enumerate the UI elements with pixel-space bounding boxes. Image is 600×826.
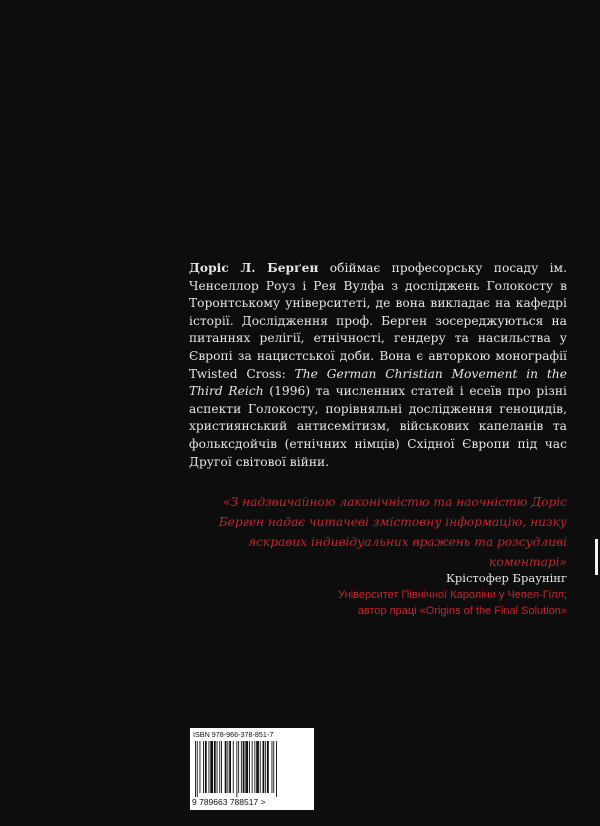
- bio-text-part-1: обіймає професорську посаду ім. Ченселлор Роуз і Рея Вулфа з досліджень Голокосту в Торонтському університеті, де вона викладає на кафедрі історії. Дослідження проф. Берген зосереджуються на питаннях релігії, етнічності, гендеру та насильства у Європі за нацистської доби. Вона є авторкою монографії Twisted Cross:: [189, 261, 567, 381]
- review-quote: «З надзвичайною лаконічністю та наочністю Доріс Берген надає читачеві змістовну інформацію, низку яскравих індивідуальних вражень та розсудливі коментарі»: [218, 495, 567, 569]
- barcode-graphic: [194, 741, 308, 797]
- isbn-label: ISBN 978-966-378-851-7: [193, 730, 274, 739]
- isbn-barcode-panel: [190, 728, 314, 810]
- edge-marker: [595, 539, 598, 575]
- bio-text-part-2: (1996) та численних статей і есеїв про різні аспекти Голокосту, порівняльні дослідження геноцидів, християнський антисемітизм, військових капеланів та фолькcдойчів (етнічних німців) Східної Європи під час Другої світової війни.: [189, 384, 568, 469]
- quote-author-affiliation: Університет Північної Кароліни у Чепел-Гілл;: [338, 589, 567, 601]
- author-bio: [189, 260, 567, 471]
- book-title: The German Christian Movement in the Third Reich: [189, 366, 567, 399]
- quote-author-name: Крістофер Браунінг: [446, 571, 567, 585]
- quote-author-work: автор праці «Origins of the Final Solution»: [357, 605, 567, 617]
- barcode-digits: 9 789663 788517 >: [192, 797, 266, 807]
- author-name: Доріс Л. Берґен: [189, 261, 319, 275]
- quote-author-credentials: [247, 587, 567, 619]
